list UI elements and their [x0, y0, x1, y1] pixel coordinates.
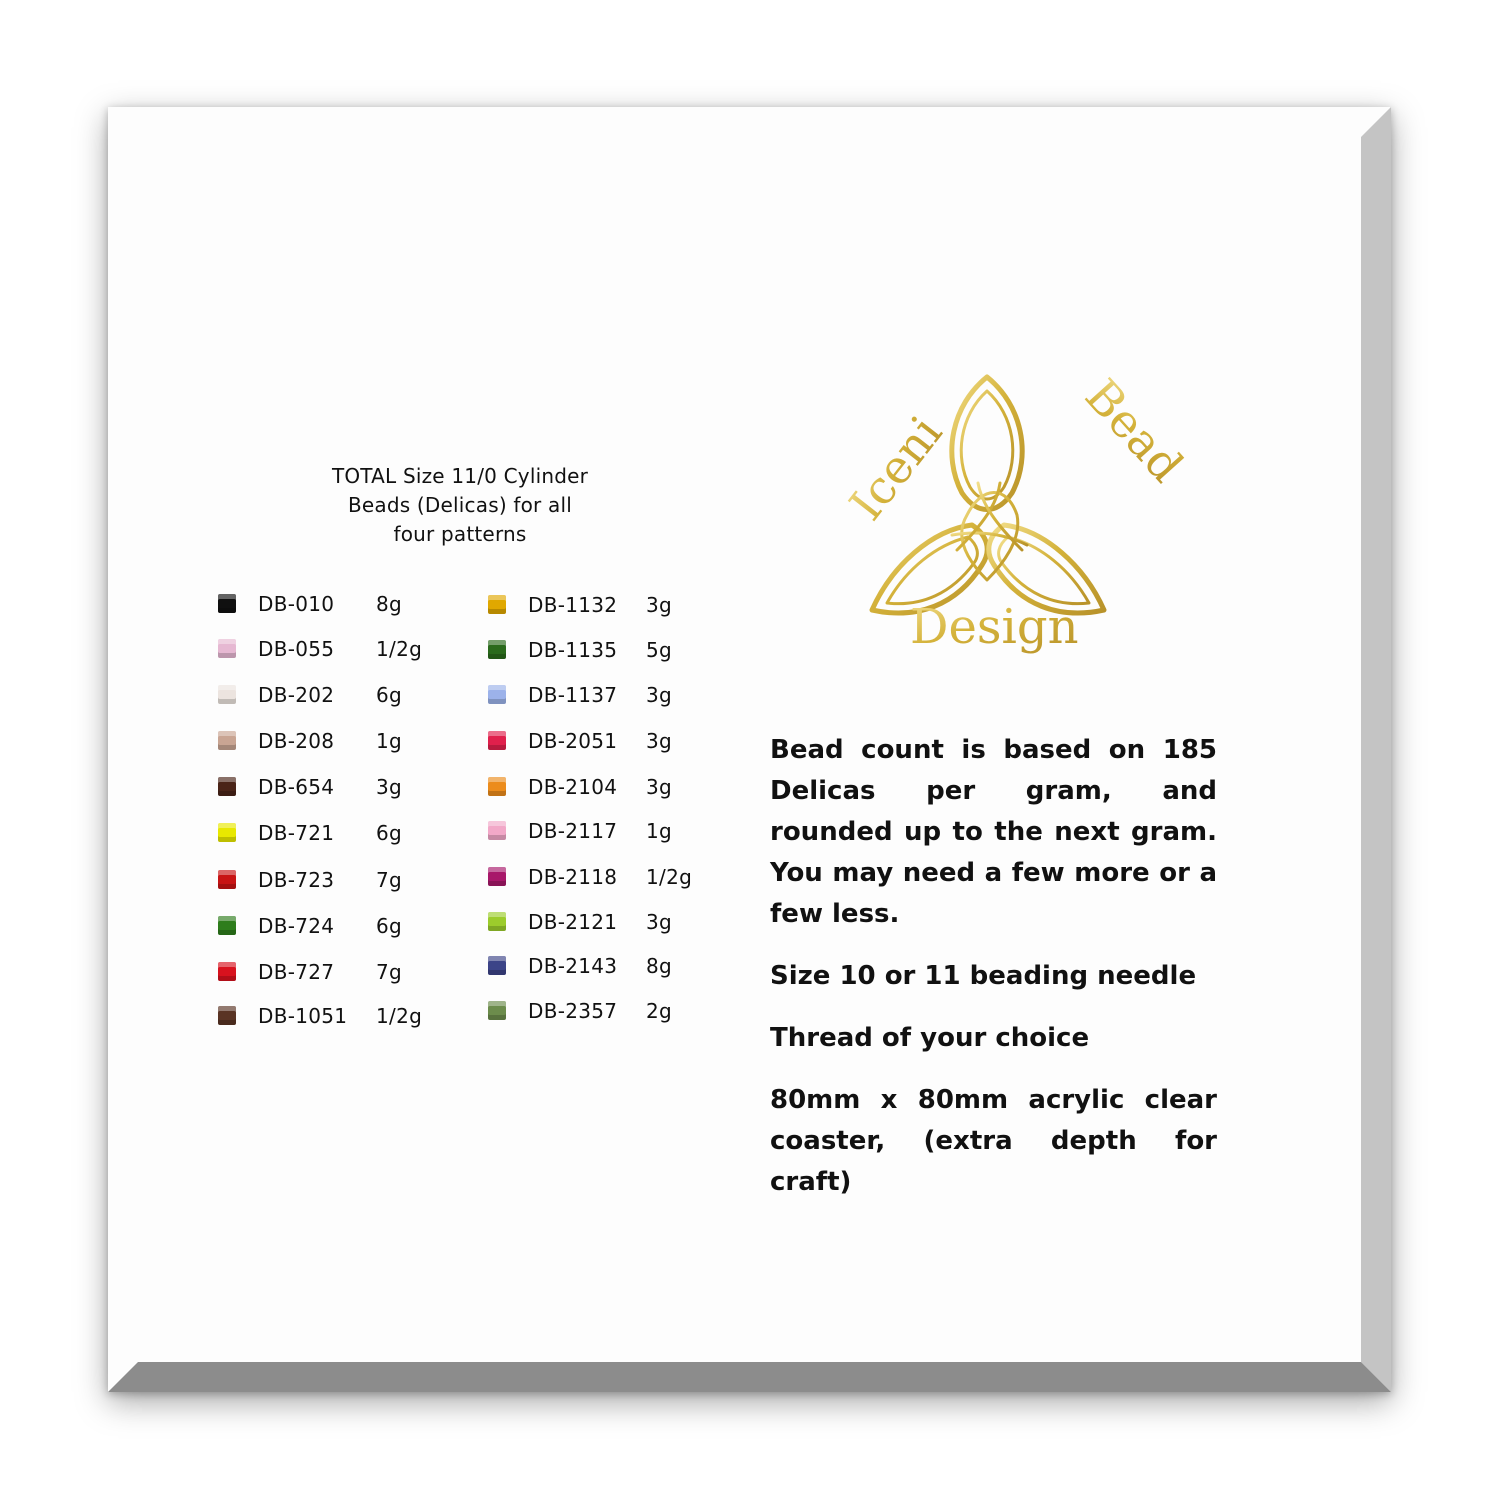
- bead-swatch: [488, 731, 506, 750]
- bead-qty: 8g: [376, 592, 403, 616]
- bead-count-note: Bead count is based on 185 Delicas per gram, and rounded up to the next gram. You may need a few more or a few less.: [770, 735, 1217, 929]
- bead-code: DB-1051: [258, 1004, 348, 1028]
- bead-code: DB-1137: [528, 683, 618, 707]
- bead-swatch: [488, 912, 506, 931]
- bead-qty: 8g: [646, 954, 673, 978]
- bead-code: DB-2357: [528, 999, 618, 1023]
- bead-qty: 3g: [646, 593, 673, 617]
- thread-note: Thread of your choice: [770, 1023, 1090, 1053]
- logo-word-iceni: Iceni: [838, 405, 953, 531]
- bead-code: DB-723: [258, 868, 335, 892]
- bead-code: DB-2117: [528, 819, 618, 843]
- logo-word-design: Design: [910, 599, 1079, 655]
- title-line-2: Beads (Delicas) for all: [347, 493, 573, 517]
- bead-code: DB-2051: [528, 729, 618, 753]
- bead-code: DB-208: [258, 729, 335, 753]
- bead-swatch: [218, 731, 236, 750]
- bead-code: DB-727: [258, 960, 335, 984]
- bead-code: DB-2104: [528, 775, 618, 799]
- bead-code: DB-2121: [528, 910, 618, 934]
- bead-qty: 3g: [646, 775, 673, 799]
- logo-word-bead: Bead: [1074, 368, 1194, 493]
- bead-qty: 7g: [376, 868, 403, 892]
- bead-qty: 1/2g: [646, 865, 693, 889]
- bead-code: DB-654: [258, 775, 335, 799]
- bead-swatch: [218, 962, 236, 981]
- bead-swatch: [488, 640, 506, 659]
- bead-qty: 2g: [646, 999, 673, 1023]
- bead-qty: 6g: [376, 914, 403, 938]
- bead-swatch: [488, 685, 506, 704]
- bead-qty: 7g: [376, 960, 403, 984]
- needle-note: Size 10 or 11 beading needle: [770, 961, 1197, 991]
- info-panel: [770, 730, 1217, 1224]
- bead-qty: 3g: [646, 910, 673, 934]
- bead-qty: 5g: [646, 638, 673, 662]
- bead-swatch: [218, 870, 236, 889]
- bead-qty: 6g: [376, 821, 403, 845]
- bead-swatch: [218, 1006, 236, 1025]
- bead-swatch: [488, 777, 506, 796]
- bead-code: DB-721: [258, 821, 335, 845]
- bead-swatch: [218, 594, 236, 613]
- bead-qty: 3g: [646, 729, 673, 753]
- bead-swatch: [488, 595, 506, 614]
- bead-code: DB-010: [258, 592, 335, 616]
- bead-qty: 3g: [646, 683, 673, 707]
- bead-qty: 1g: [376, 729, 403, 753]
- bead-swatch: [218, 916, 236, 935]
- bead-qty: 1/2g: [376, 637, 423, 661]
- bead-code: DB-2143: [528, 954, 618, 978]
- bead-code: DB-2118: [528, 865, 618, 889]
- bead-swatch: [218, 777, 236, 796]
- bead-swatch: [218, 823, 236, 842]
- bead-qty: 6g: [376, 683, 403, 707]
- bead-swatch: [218, 639, 236, 658]
- bead-code: DB-055: [258, 637, 335, 661]
- bead-qty: 1g: [646, 819, 673, 843]
- bead-swatch: [488, 821, 506, 840]
- iceni-bead-design-logo: [832, 365, 1194, 665]
- bead-code: DB-1135: [528, 638, 618, 662]
- bead-code: DB-724: [258, 914, 335, 938]
- bead-list-title: [290, 462, 630, 549]
- bead-swatch: [488, 867, 506, 886]
- coaster-note: 80mm x 80mm acrylic clear coaster, (extra depth for craft): [770, 1085, 1217, 1197]
- bead-code: DB-1132: [528, 593, 618, 617]
- bead-qty: 3g: [376, 775, 403, 799]
- title-line-1: TOTAL Size 11/0 Cylinder: [331, 464, 589, 488]
- bead-swatch: [488, 956, 506, 975]
- bead-swatch: [218, 685, 236, 704]
- bead-swatch: [488, 1001, 506, 1020]
- bead-qty: 1/2g: [376, 1004, 423, 1028]
- bead-code: DB-202: [258, 683, 335, 707]
- title-line-3: four patterns: [393, 522, 527, 546]
